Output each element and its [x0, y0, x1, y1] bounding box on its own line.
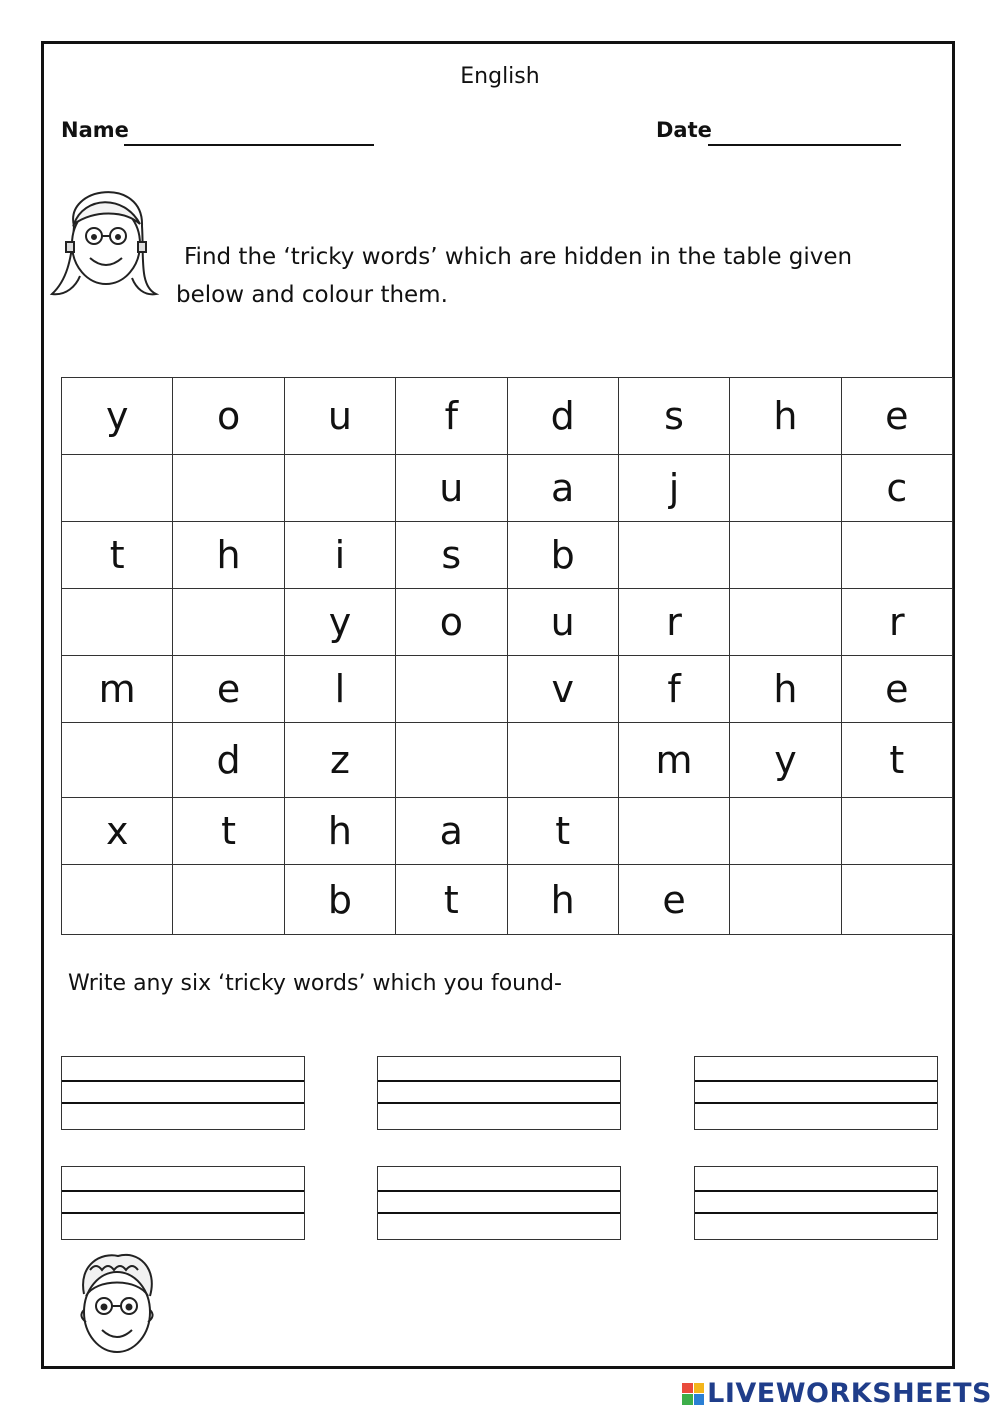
- guide-line: [378, 1212, 620, 1214]
- grid-cell[interactable]: [62, 723, 173, 798]
- grid-row: [62, 798, 953, 865]
- grid-cell[interactable]: [396, 656, 507, 723]
- grid-row: [62, 723, 953, 798]
- grid-cell[interactable]: u: [396, 455, 507, 522]
- grid-cell[interactable]: [841, 865, 952, 935]
- write-prompt: Write any six ‘tricky words’ which you found-: [68, 971, 562, 996]
- answer-box[interactable]: [377, 1056, 621, 1130]
- date-input-line[interactable]: [708, 144, 901, 146]
- grid-cell[interactable]: [730, 455, 841, 522]
- grid-cell[interactable]: y: [284, 589, 395, 656]
- grid-cell[interactable]: e: [173, 656, 284, 723]
- grid-cell[interactable]: z: [284, 723, 395, 798]
- grid-cell[interactable]: [173, 589, 284, 656]
- grid-cell[interactable]: b: [284, 865, 395, 935]
- guide-line: [62, 1190, 304, 1192]
- grid-cell[interactable]: o: [173, 378, 284, 455]
- grid-cell[interactable]: y: [730, 723, 841, 798]
- grid-cell[interactable]: t: [507, 798, 618, 865]
- grid-cell[interactable]: t: [62, 522, 173, 589]
- guide-line: [695, 1190, 937, 1192]
- grid-cell[interactable]: e: [841, 378, 952, 455]
- grid-cell[interactable]: s: [618, 378, 729, 455]
- grid-row: [62, 589, 953, 656]
- guide-line: [378, 1102, 620, 1104]
- grid-cell[interactable]: h: [730, 656, 841, 723]
- grid-cell[interactable]: [618, 522, 729, 589]
- grid-cell[interactable]: [730, 589, 841, 656]
- grid-cell[interactable]: [730, 522, 841, 589]
- answer-box[interactable]: [61, 1166, 305, 1240]
- grid-cell[interactable]: h: [730, 378, 841, 455]
- grid-cell[interactable]: b: [507, 522, 618, 589]
- guide-line: [378, 1080, 620, 1082]
- grid-cell[interactable]: a: [396, 798, 507, 865]
- grid-cell[interactable]: i: [284, 522, 395, 589]
- grid-cell[interactable]: [173, 865, 284, 935]
- instruction-text: [176, 238, 936, 314]
- grid-cell[interactable]: d: [173, 723, 284, 798]
- guide-line: [378, 1190, 620, 1192]
- grid-cell[interactable]: e: [618, 865, 729, 935]
- guide-line: [695, 1212, 937, 1214]
- grid-cell[interactable]: [62, 865, 173, 935]
- grid-cell[interactable]: u: [284, 378, 395, 455]
- grid-cell[interactable]: o: [396, 589, 507, 656]
- grid-cell[interactable]: h: [284, 798, 395, 865]
- grid-cell[interactable]: d: [507, 378, 618, 455]
- boy-with-glasses-icon: [72, 1250, 162, 1362]
- girl-with-glasses-icon: [44, 166, 168, 306]
- grid-cell[interactable]: [841, 798, 952, 865]
- guide-line: [695, 1080, 937, 1082]
- grid-cell[interactable]: f: [396, 378, 507, 455]
- brand-text: LIVEWORKSHEETS: [707, 1378, 992, 1409]
- instruction-line-1: Find the ‘tricky words’ which are hidden in the table given: [184, 244, 853, 270]
- grid-cell[interactable]: h: [173, 522, 284, 589]
- grid-cell[interactable]: t: [396, 865, 507, 935]
- grid-cell[interactable]: u: [507, 589, 618, 656]
- grid-row: [62, 522, 953, 589]
- grid-cell[interactable]: c: [841, 455, 952, 522]
- grid-row: [62, 455, 953, 522]
- date-label: Date: [656, 118, 712, 142]
- subject-title: English: [460, 64, 540, 89]
- grid-cell[interactable]: [396, 723, 507, 798]
- grid-cell[interactable]: [62, 455, 173, 522]
- grid-cell[interactable]: [62, 589, 173, 656]
- grid-cell[interactable]: l: [284, 656, 395, 723]
- name-label: Name: [61, 118, 129, 142]
- grid-cell[interactable]: r: [841, 589, 952, 656]
- grid-cell[interactable]: v: [507, 656, 618, 723]
- answer-box[interactable]: [694, 1166, 938, 1240]
- grid-cell[interactable]: t: [173, 798, 284, 865]
- liveworksheets-mark-icon: [682, 1383, 704, 1405]
- grid-row: [62, 656, 953, 723]
- grid-cell[interactable]: y: [62, 378, 173, 455]
- answer-box[interactable]: [694, 1056, 938, 1130]
- guide-line: [695, 1102, 937, 1104]
- grid-cell[interactable]: [730, 865, 841, 935]
- answer-box[interactable]: [61, 1056, 305, 1130]
- grid-cell[interactable]: f: [618, 656, 729, 723]
- grid-row: [62, 865, 953, 935]
- instruction-line-2: below and colour them.: [176, 282, 448, 308]
- grid-cell[interactable]: x: [62, 798, 173, 865]
- grid-row: [62, 378, 953, 455]
- word-search-grid: [61, 377, 953, 935]
- grid-cell[interactable]: s: [396, 522, 507, 589]
- answer-box[interactable]: [377, 1166, 621, 1240]
- grid-cell[interactable]: m: [62, 656, 173, 723]
- grid-cell[interactable]: [507, 723, 618, 798]
- grid-cell[interactable]: [173, 455, 284, 522]
- grid-cell[interactable]: a: [507, 455, 618, 522]
- name-input-line[interactable]: [124, 144, 374, 146]
- guide-line: [62, 1080, 304, 1082]
- liveworksheets-logo: [682, 1378, 992, 1409]
- grid-cell[interactable]: [841, 522, 952, 589]
- grid-cell[interactable]: [730, 798, 841, 865]
- grid-cell[interactable]: [284, 455, 395, 522]
- grid-cell[interactable]: h: [507, 865, 618, 935]
- guide-line: [62, 1102, 304, 1104]
- grid-cell[interactable]: j: [618, 455, 729, 522]
- grid-cell[interactable]: [618, 798, 729, 865]
- grid-cell[interactable]: m: [618, 723, 729, 798]
- guide-line: [62, 1212, 304, 1214]
- grid-cell[interactable]: e: [841, 656, 952, 723]
- grid-cell[interactable]: t: [841, 723, 952, 798]
- grid-cell[interactable]: r: [618, 589, 729, 656]
